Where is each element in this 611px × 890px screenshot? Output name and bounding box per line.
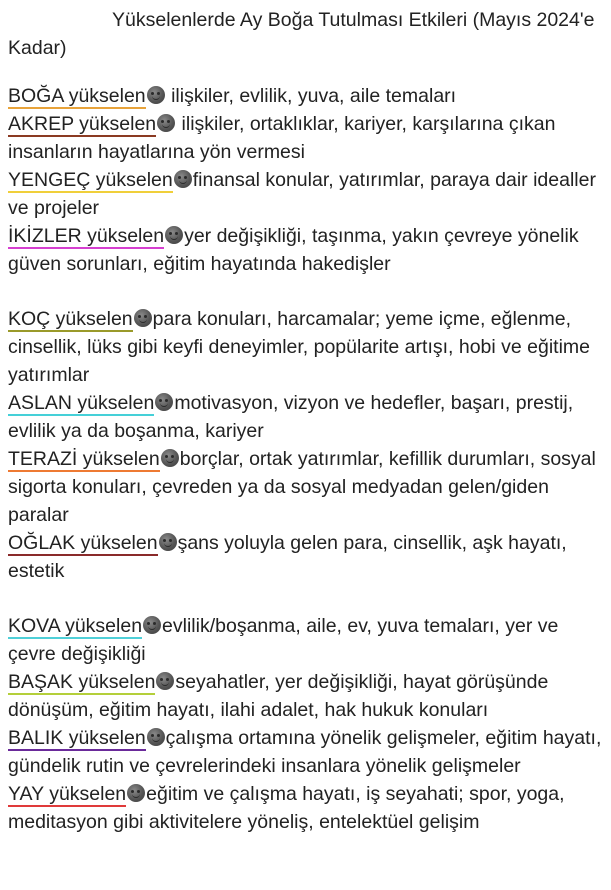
sign-name: KOVA yükselen (8, 615, 143, 637)
new-moon-face-icon (156, 672, 174, 690)
sign-label-oglak (8, 532, 178, 555)
sign-name: KOÇ yükselen (8, 308, 133, 330)
sign-label-basak (8, 671, 175, 694)
entry-koc (8, 305, 603, 389)
entry-kova (8, 612, 603, 668)
entry-text: motivasyon, vizyon ve hedefler, başarı, prestij, evlilik ya da boşanma, kariyer (8, 392, 574, 442)
entry-text: çalışma ortamına yönelik gelişmeler, eğitim hayatı, gündelik rutin ve çevrelerindeki insanlara yönelik gelişmeler (8, 727, 602, 777)
entry-oglak (8, 529, 603, 585)
entry-balik (8, 724, 603, 780)
new-moon-face-icon (174, 170, 192, 188)
sign-name: BALIK yükselen (8, 727, 146, 749)
sign-label-ikizler (8, 225, 184, 248)
new-moon-face-icon (159, 533, 177, 551)
entry-ikizler (8, 222, 603, 278)
new-moon-face-icon (157, 114, 175, 132)
new-moon-face-icon (143, 616, 161, 634)
sign-label-aslan (8, 392, 174, 415)
entry-text: şans yoluyla gelen para, cinsellik, aşk hayatı, estetik (8, 532, 567, 582)
entry-basak (8, 668, 603, 724)
sign-name: YENGEÇ yükselen (8, 169, 173, 191)
entry-text: evlilik/boşanma, aile, ev, yuva temaları, yer ve çevre değişikliği (8, 615, 559, 665)
sign-name: AKREP yükselen (8, 113, 157, 135)
sign-label-akrep (8, 113, 176, 136)
entry-aslan (8, 389, 603, 445)
new-moon-face-icon (165, 226, 183, 244)
entry-text: para konuları, harcamalar; yeme içme, eğlenme, cinsellik, lüks gibi keyfi deneyimler, popülarite artışı, hobi ve eğitime yatırımlar (8, 308, 591, 386)
sign-name: BAŞAK yükselen (8, 671, 156, 693)
sign-label-terazi (8, 448, 180, 471)
page-title: Yükselenlerde Ay Boğa Tutulması Etkileri (Mayıs 2024'e Kadar) (8, 9, 595, 59)
new-moon-face-icon (161, 449, 179, 467)
new-moon-face-icon (155, 393, 173, 411)
entry-yengec (8, 166, 603, 222)
new-moon-face-icon (134, 309, 152, 327)
entry-text: ilişkiler, evlilik, yuva, aile temaları (165, 85, 457, 107)
sign-name: OĞLAK yükselen (8, 532, 158, 554)
new-moon-face-icon (147, 86, 165, 104)
sign-label-kova (8, 615, 162, 638)
sign-label-balik (8, 727, 166, 750)
sign-name: YAY yükselen (8, 783, 127, 805)
sign-name: BOĞA yükselen (8, 85, 146, 107)
entry-akrep (8, 110, 603, 166)
entry-text: yer değişikliği, taşınma, yakın çevreye yönelik güven sorunları, eğitim hayatında hakedişler (8, 225, 579, 275)
entry-text: finansal konular, yatırımlar, paraya dair idealler ve projeler (8, 169, 596, 219)
sign-label-koc (8, 308, 153, 331)
new-moon-face-icon (147, 728, 165, 746)
entry-text: seyahatler, yer değişikliği, hayat görüşünde dönüşüm, eğitim hayatı, ilahi adalet, hak hukuk konuları (8, 671, 549, 721)
sign-name: ASLAN yükselen (8, 392, 155, 414)
entry-yay (8, 780, 603, 836)
entry-boga (8, 82, 603, 110)
entry-text: borçlar, ortak yatırımlar, kefillik durumları, sosyal sigorta konuları, çevreden ya da sosyal medyadan gelen/giden paralar (8, 448, 596, 526)
entry-text: eğitim ve çalışma hayatı, iş seyahati; spor, yoga, meditasyon gibi aktivitelere yöneliş, entelektüel gelişim (8, 783, 565, 833)
sign-name: TERAZİ yükselen (8, 448, 160, 470)
new-moon-face-icon (127, 784, 145, 802)
sign-label-yengec (8, 169, 193, 192)
sign-name: İKİZLER yükselen (8, 225, 165, 247)
entry-text: ilişkiler, ortaklıklar, kariyer, karşılarına çıkan insanların hayatlarına yön vermesi (8, 113, 556, 163)
entry-terazi (8, 445, 603, 529)
sign-label-yay (8, 783, 146, 806)
sign-label-boga (8, 85, 166, 108)
